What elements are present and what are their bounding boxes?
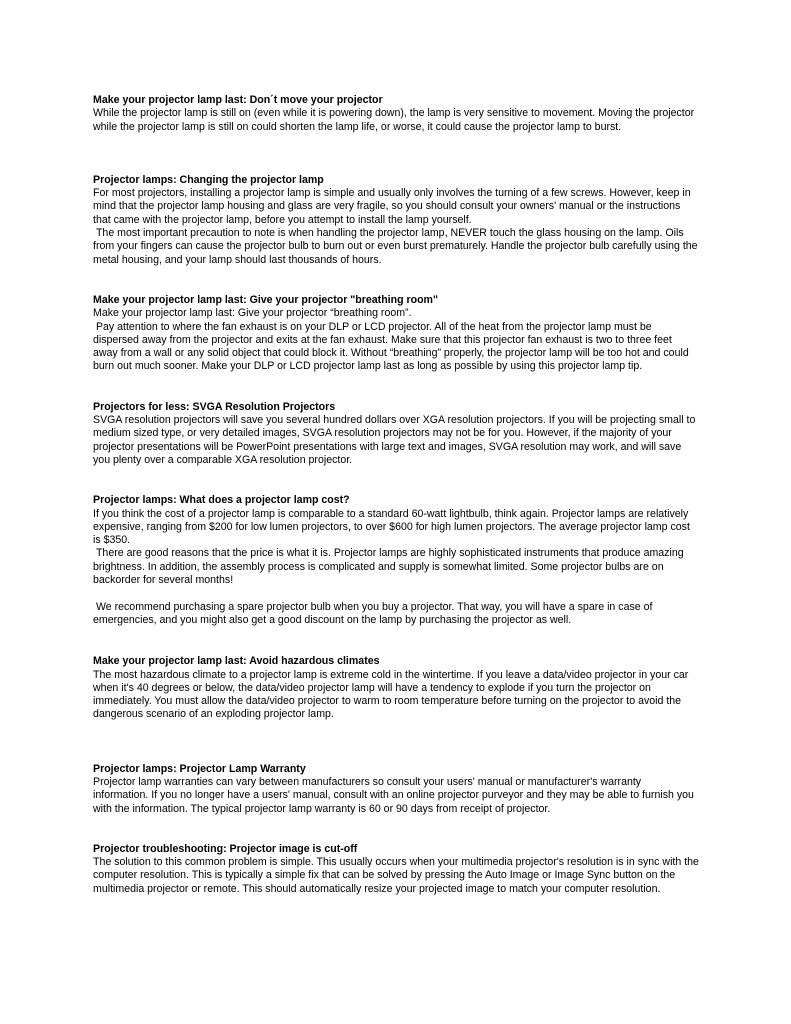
section-heading: Projector lamps: Changing the projector lamp	[93, 173, 324, 186]
section-heading: Projectors for less: SVGA Resolution Projectors	[93, 400, 336, 413]
section-image-cut-off	[93, 842, 702, 896]
section-paragraph: If you think the cost of a projector lamp is comparable to a standard 60-watt lightbulb, think again. Projector lamps are relatively expensive, ranging from $200 for low lumen projectors, to over $600 for high lumen projectors. The average projector lamp cost is $350.	[93, 507, 693, 547]
section-lamp-warranty	[93, 763, 699, 816]
section-heading: Projector troubleshooting: Projector image is cut-off	[93, 842, 358, 855]
section-hazardous-climates	[93, 655, 699, 721]
section-paragraph: For most projectors, installing a projector lamp is simple and usually only involves the turning of a few screws. However, keep in mind that the projector lamp housing and glass are very fragile, so you should consult your owners' manual or the instructions that came with the projector lamp, before you attempt to install the lamp yourself.	[93, 187, 694, 226]
section-heading: Make your projector lamp last: Don´t move your projector	[93, 94, 383, 106]
section-lamp-cost	[93, 494, 699, 627]
section-paragraph: The most hazardous climate to a projector lamp is extreme cold in the wintertime. If you leave a data/video projector in your car when it's 40 degrees or below, the data/video projector lamp will have a tendency to explode if you turn the projector on immediately. You must allow the data/video projector to warm to room temperature before turning on the projector to avoid the dangerous scenario of an exploding projector lamp.	[93, 668, 692, 721]
section-breathing-room	[93, 294, 699, 374]
section-paragraph: Projector lamp warranties can vary between manufacturers so consult your users' manual or manufacturer's warranty information. If you no longer have a users' manual, consult with an online projector purveyor and they may be able to furnish you with the information. The typical projector lamp warranty is 60 or 90 days from receipt of projector.	[93, 775, 697, 815]
section-heading: Projector lamps: What does a projector lamp cost?	[93, 494, 350, 507]
document-page	[93, 94, 702, 896]
section-heading: Make your projector lamp last: Avoid hazardous climates	[93, 655, 380, 668]
section-paragraph: We recommend purchasing a spare projector bulb when you buy a projector. That way, you will have a spare in case of emergencies, and you might also get a good discount on the lamp by purchasing the projector as well.	[93, 600, 656, 626]
section-paragraph: Make your projector lamp last: Give your projector “breathing room”.	[93, 307, 412, 320]
section-paragraph: The most important precaution to note is when handling the projector lamp, NEVER touch the glass housing on the lamp. Oils from your fingers can cause the projector bulb to burn out or even burst prematurely. Handle the projector bulb carefully using the metal housing, and your lamp should last thousands of hours.	[93, 227, 701, 266]
section-paragraph: Pay attention to where the fan exhaust is on your DLP or LCD projector. All of the heat from the projector lamp must be dispersed away from the projector and exits at the fan exhaust. Make sure that this projector fan exhaust is two to three feet away from a wall or any solid object that could block it. Without “breathing” properly, the projector lamp will be too hot and could burn out much sooner. Make your DLP or LCD projector lamp last as long as possible by using this projector lamp tip.	[93, 320, 692, 373]
section-heading: Make your projector lamp last: Give your projector "breathing room"	[93, 293, 438, 306]
section-svga-projectors	[93, 401, 699, 467]
section-heading: Projector lamps: Projector Lamp Warranty	[93, 762, 306, 775]
section-paragraph: The solution to this common problem is simple. This usually occurs when your multimedia projector's resolution is in sync with the computer resolution. This is typically a simple fix that can be solved by pressing the Auto Image or Image Sync button on the multimedia projector or remote. This should automatically resize your projected image to match your computer resolution.	[93, 856, 702, 895]
section-paragraph: There are good reasons that the price is what it is. Projector lamps are highly sophisticated instruments that produce amazing brightness. In addition, the assembly process is complicated and supply is somewhat limited. Some projector bulbs are on backorder for several months!	[93, 547, 687, 587]
section-paragraph: While the projector lamp is still on (even while it is powering down), the lamp is very sensitive to movement. Moving the projector while the projector lamp is still on could shorten the lamp life, or worse, it could cause the projector lamp to burst.	[93, 107, 698, 133]
section-paragraph: SVGA resolution projectors will save you several hundred dollars over XGA resolution projectors. If you will be projecting small to medium sized type, or very detailed images, SVGA resolution projectors may not be for you. However, if the majority of your projector presentations will be PowerPoint presentations with large text and images, SVGA resolution may work, and will save you plenty over a comparable XGA resolution projector.	[93, 414, 699, 466]
section-dont-move-projector	[93, 94, 699, 134]
section-changing-lamp	[93, 174, 699, 267]
